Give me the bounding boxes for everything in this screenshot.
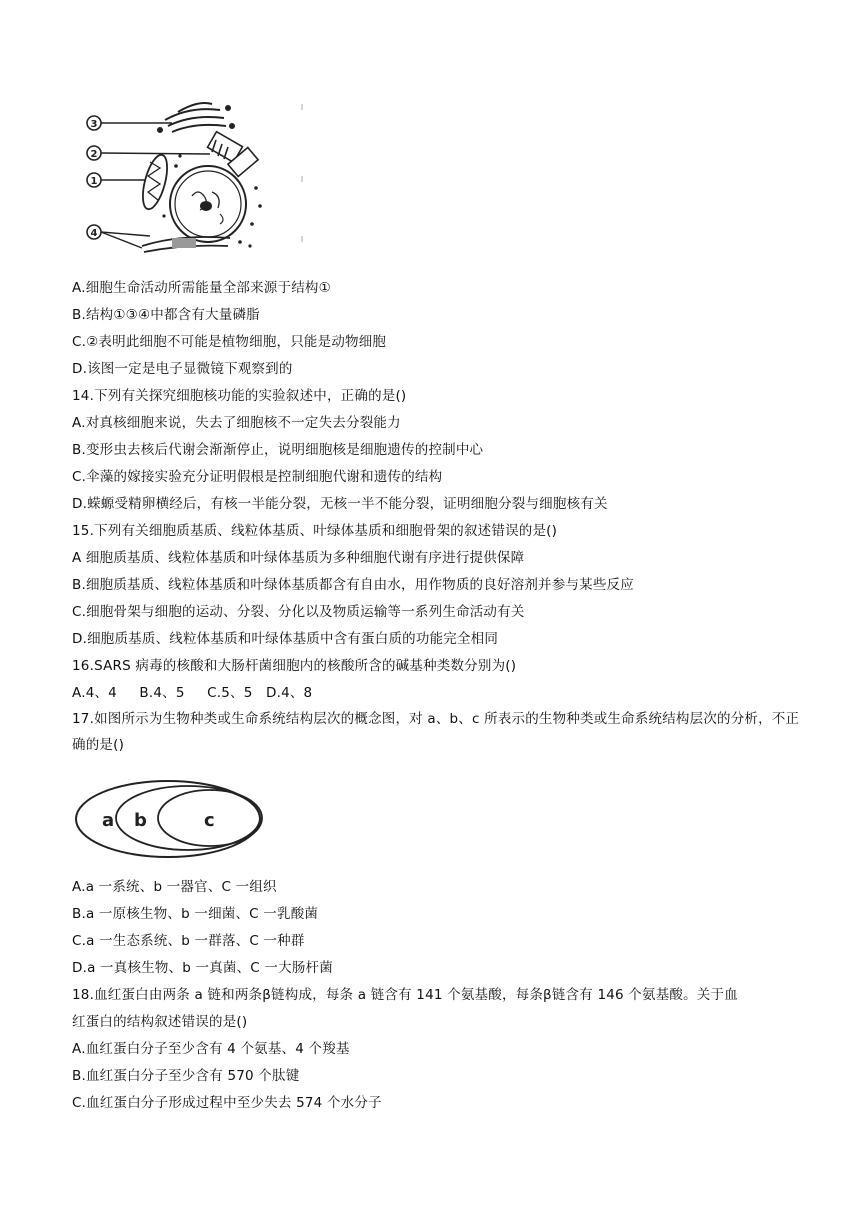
- label-3: [87, 116, 101, 130]
- cell-diagram-figure: [80, 96, 310, 266]
- q16-stem: 16.SARS 病毒的核酸和大肠杆菌细胞内的核酸所含的碱基种类数分别为(): [72, 658, 517, 674]
- q13-option-d: D.该图一定是电子显微镜下观察到的: [72, 361, 293, 377]
- q17-option-b: B.a 一原核生物、b 一细菌、C 一乳酸菌: [72, 906, 319, 922]
- nucleus: [170, 166, 246, 242]
- q14-option-d: D.蝾螈受精卵横经后，有核一半能分裂，无核一半不能分裂，证明细胞分裂与细胞核有关: [72, 496, 608, 512]
- svg-text:2: 2: [90, 149, 98, 160]
- label-4: [87, 225, 101, 239]
- q14-option-b: B.变形虫去核后代谢会渐渐停止，说明细胞核是细胞遗传的控制中心: [72, 442, 484, 458]
- svg-text:4: 4: [90, 228, 98, 239]
- svg-text:3: 3: [90, 119, 98, 130]
- q15-stem: 15.下列有关细胞质基质、线粒体基质、叶绿体基质和细胞骨架的叙述错误的是(): [72, 523, 558, 539]
- q15-option-a: A 细胞质基质、线粒体基质和叶绿体基质为多种细胞代谢有序进行提供保障: [72, 550, 525, 566]
- q17-stem: 17.如图所示为生物种类或生命系统结构层次的概念图，对 a、b、c 所表示的生物种类或生命系统结构层次的分析，不正确的是(): [72, 711, 800, 753]
- q17-option-d: D.a 一真核生物、b 一真菌、C 一大肠杆菌: [72, 960, 333, 976]
- label-b: b: [134, 810, 147, 831]
- q18-stem-line2: 红蛋白的结构叙述错误的是(): [72, 1014, 248, 1030]
- q15-option-b: B.细胞质基质、线粒体基质和叶绿体基质都含有自由水，用作物质的良好溶剂并参与某些反应: [72, 577, 634, 593]
- label-c: c: [204, 810, 215, 831]
- golgi-apparatus: [158, 103, 234, 132]
- q18-option-b: B.血红蛋白分子至少含有 570 个肽键: [72, 1068, 300, 1084]
- q14-option-c: C.伞藻的嫁接实验充分证明假根是控制细胞代谢和遗传的结构: [72, 469, 443, 485]
- q18-option-c: C.血红蛋白分子形成过程中至少失去 574 个水分子: [72, 1095, 382, 1111]
- q15-option-c: C.细胞骨架与细胞的运动、分裂、分化以及物质运输等一系列生命活动有关: [72, 604, 525, 620]
- q15-option-d: D.细胞质基质、线粒体基质和叶绿体基质中含有蛋白质的功能完全相同: [72, 631, 499, 647]
- q18-option-a: A.血红蛋白分子至少含有 4 个氨基、4 个羧基: [72, 1041, 350, 1057]
- q14-option-a: A.对真核细胞来说，失去了细胞核不一定失去分裂能力: [72, 415, 401, 431]
- q13-option-a: A.细胞生命活动所需能量全部来源于结构①: [72, 280, 331, 296]
- mitochondrion: [138, 152, 172, 211]
- q17-option-a: A.a 一系统、b 一器官、C 一组织: [72, 879, 277, 895]
- svg-text:1: 1: [90, 176, 98, 187]
- q13-option-b: B.结构①③④中都含有大量磷脂: [72, 307, 260, 323]
- q16-options: A.4、4 B.4、5 C.5、5 D.4、8: [72, 685, 313, 701]
- q14-stem: 14.下列有关探究细胞核功能的实验叙述中，正确的是(): [72, 388, 407, 404]
- q13-option-c: C.②表明此细胞不可能是植物细胞，只能是动物细胞: [72, 334, 387, 350]
- q18-stem-line1: 18.血红蛋白由两条 a 链和两条β链构成，每条 a 链含有 141 个氨基酸，每条β链含有 146 个氨基酸。关于血: [72, 987, 738, 1003]
- label-a: a: [102, 810, 115, 831]
- label-1: [87, 173, 101, 187]
- nested-ellipses-figure: [72, 776, 272, 862]
- label-2: [87, 146, 101, 160]
- q17-option-c: C.a 一生态系统、b 一群落、C 一种群: [72, 933, 305, 949]
